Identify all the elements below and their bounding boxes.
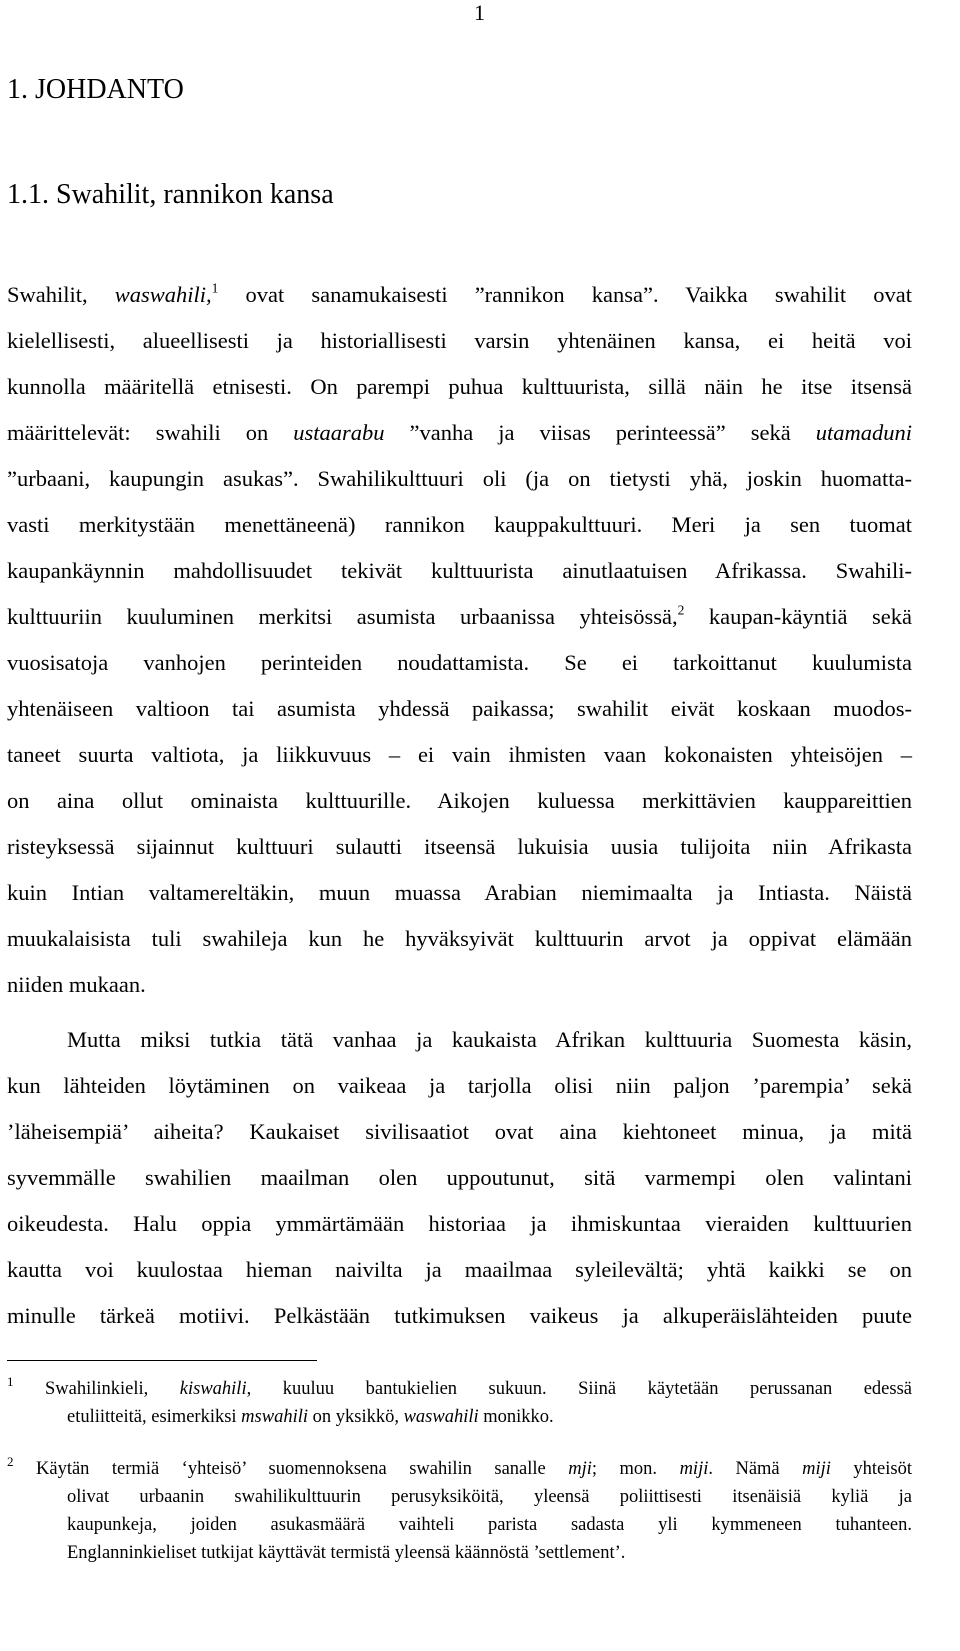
text-line: oikeudesta. Halu oppia ymmärtämään historiaa ja ihmiskuntaa vieraiden kulttuurien [7,1211,912,1236]
footnote-1-line: etuliitteitä, esimerkiksi mswahili on yksikkö, waswahili monikko. [67,1407,554,1427]
text-line: Mutta miksi tutkia tätä vanhaa ja kaukaista Afrikan kulttuuria Suomesta käsin, [67,1027,912,1052]
footnote-2-line: Englanninkieliset tutkijat käyttävät termistä yleensä käännöstä ’settlement’. [67,1543,626,1563]
footnote-2: $^2$ Käytän termiä ‘yhteisö’ suomennoksena swahilin sanalle mji; mon. miji. Nämä miji yhteisöt [7,1454,912,1479]
footnote-1: $^1$ Swahilinkieli, kiswahili, kuuluu bantukielien sukuun. Siinä käytetään perussanan edessä [7,1374,912,1399]
text-line: yhtenäiseen valtioon tai asumista yhdessä paikassa; swahilit eivät koskaan muodos- [7,696,912,721]
text-line: vuosisatoja vanhojen perinteiden noudattamista. Se ei tarkoittanut kuulumista [7,650,912,675]
text-line: kautta voi kuulostaa hieman naivilta ja maailmaa syleilevältä; yhtä kaikki se on [7,1257,912,1282]
text-line: kielellisesti, alueellisesti ja historiallisesti varsin yhtenäinen kansa, ei heitä voi [7,328,912,353]
text-line: kuin Intian valtamereltäkin, muun muassa Arabian niemimaalta ja Intiasta. Näistä [7,880,912,905]
footnote-ref-1: 1 [211,280,219,296]
text-line: Swahilit, waswahili,$^1$ ovat sanamukaisesti ”rannikon kansa”. Vaikka swahilit ovat [7,280,912,307]
chapter-heading: 1. JOHDANTO [7,74,184,105]
text-line: ’läheisempiä’ aiheita? Kaukaiset sivilisaatiot ovat aina kiehtoneet minua, ja mitä [7,1119,912,1144]
footnote-separator [7,1360,317,1361]
text-line: kaupankäynnin mahdollisuudet tekivät kulttuurista ainutlaatuisen Afrikassa. Swahili- [7,558,912,583]
text-line: on aina ollut ominaista kulttuurille. Aikojen kuluessa merkittävien kauppareittien [7,788,912,813]
text-line: muukalaisista tuli swahileja kun he hyväksyivät kulttuurin arvot ja oppivat elämään [7,926,912,951]
text-line: ”urbaani, kaupungin asukas”. Swahilikulttuuri oli (ja on tietysti yhä, joskin huomatta- [7,466,912,491]
page-number: 1 [474,0,485,25]
text-line: minulle tärkeä motiivi. Pelkästään tutkimuksen vaikeus ja alkuperäislähteiden puute [7,1303,912,1328]
footnote-ref-2: 2 [677,602,685,618]
footnote-2-line: olivat urbaanin swahilikulttuurin perusyksiköitä, yleensä poliittisesti itsenäisiä kyliä ja [67,1487,912,1507]
text-line: niiden mukaan. [7,972,146,997]
text-line: määrittelevät: swahili on ustaarabu ”vanha ja viisas perinteessä” sekä utamaduni [7,420,912,445]
section-heading: 1.1. Swahilit, rannikon kansa [7,179,334,210]
text-line: taneet suurta valtiota, ja liikkuvuus – ei vain ihmisten vaan kokonaisten yhteisöjen – [7,742,912,767]
text-line: syvemmälle swahilien maailman olen uppoutunut, sitä varmempi olen valintani [7,1165,912,1190]
text-line: risteyksessä sijainnut kulttuuri sulautti itseensä lukuisia uusia tulijoita niin Afrikasta [7,834,912,859]
text-line: kulttuuriin kuuluminen merkitsi asumista urbaanissa yhteisössä,$^2$ kaupan-käyntiä sekä [7,602,913,629]
text-line: kunnolla määritellä etnisesti. On parempi puhua kulttuurista, sillä näin he itse itsensä [7,374,912,399]
footnote-2-line: kaupunkeja, joiden asukasmäärä vaihteli parista sadasta yli kymmeneen tuhanteen. [67,1515,912,1535]
text-line: vasti merkitystään menettäneenä) rannikon kauppakulttuuri. Meri ja sen tuomat [7,512,912,537]
text-line: kun lähteiden löytäminen on vaikeaa ja tarjolla olisi niin paljon ’parempia’ sekä [7,1073,912,1098]
